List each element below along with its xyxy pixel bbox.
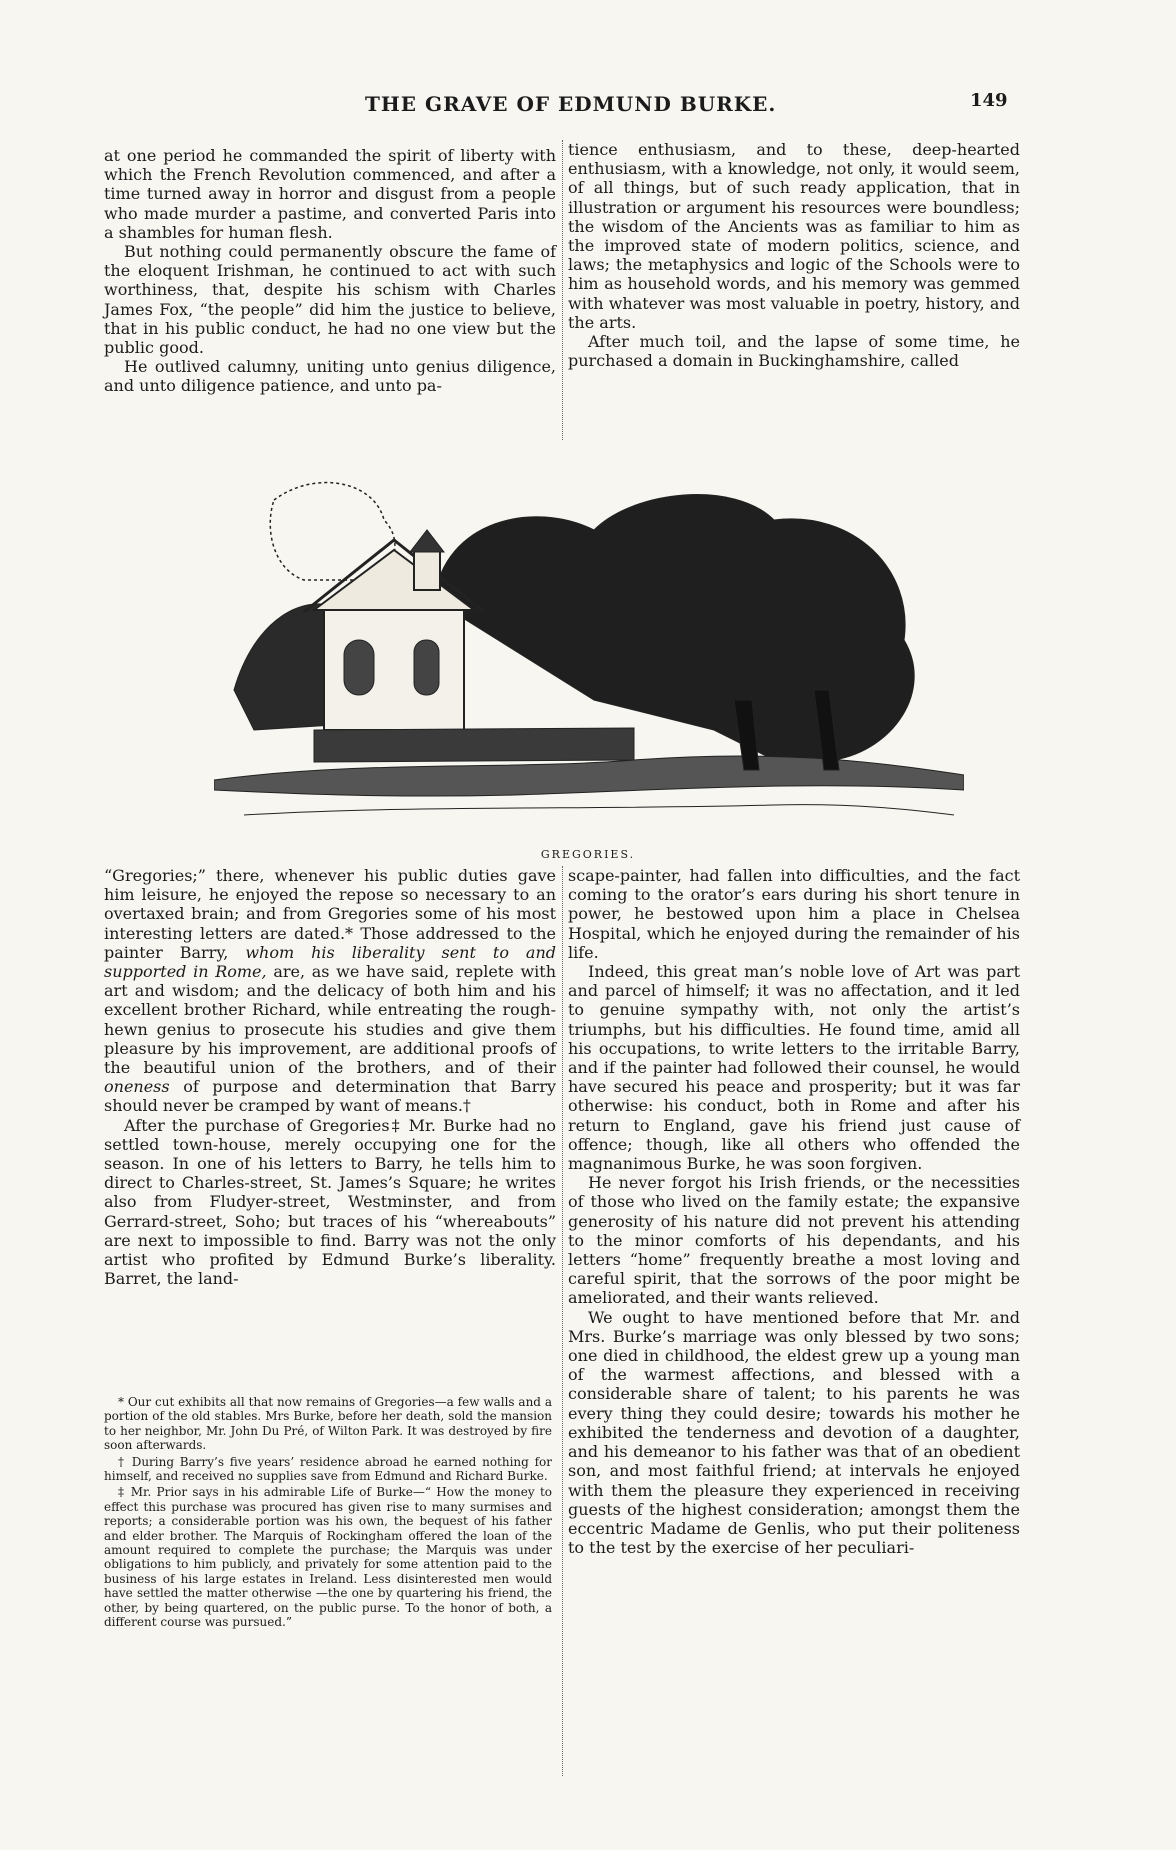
- column-divider: [562, 140, 563, 440]
- paragraph: tience enthusiasm, and to these, deep-hearted enthusiasm, with a knowledge, not only, it would seem, of all things, but of such ready application, that in illustration or argument his resources were boundless; the wisdom of the Ancients was as familiar to him as the improved state of modern politics, science, and laws; the metaphysics and logic of the Schools were to him as household words, and his memory was gemmed with whatever was most valuable in poetry, history, and the arts.: [568, 140, 1020, 332]
- paragraph: scape-painter, had fallen into difficulties, and the fact coming to the orator’s ears during his short tenure in power, he bestowed upon him a place in Chelsea Hospital, which he enjoyed during the remainder of his life.: [568, 866, 1020, 962]
- page-number: 149: [970, 90, 1008, 111]
- bottom-left-column: [104, 866, 556, 1288]
- gregories-engraving: [214, 460, 964, 850]
- italic-run: whom his liberality sent to and supported in Rome,: [104, 942, 557, 982]
- top-right-column: [568, 140, 1020, 370]
- paragraph: He never forgot his Irish friends, or the necessities of those who lived on the family estate; the expansive generosity of his nature did not prevent his attending to the minor comforts of his dependants, and his letters “home” frequently breathe a most loving and careful spirit, that the sorrows of the poor might be ameliorated, and their wants relieved.: [568, 1173, 1020, 1308]
- footnotes: [104, 1395, 552, 1632]
- paragraph: After much toil, and the lapse of some time, he purchased a domain in Buckinghamshire, called: [568, 332, 1020, 371]
- running-title: THE GRAVE OF EDMUND BURKE.: [365, 92, 777, 116]
- paragraph: at one period he commanded the spirit of liberty with which the French Revolution commenced, and after a time turned away in horror and disgust from a people who made murder a pastime, and converted Paris into a shambles for human flesh.: [104, 146, 556, 242]
- illustration-caption: GREGORIES.: [540, 848, 636, 861]
- paragraph: Indeed, this great man’s noble love of Art was part and parcel of himself; it was no affectation, and it led to genuine sympathy with, not only the artist’s triumphs, but his difficulties. He found time, amid all his occupations, to write letters to the irritable Barry, and if the painter had followed their counsel, he would have secured his peace and prosperity; but it was far otherwise: his conduct, both in Rome and after his return to England, gave his friend just cause of offence; though, like all others who offended the magnanimous Burke, he was soon forgiven.: [568, 962, 1020, 1174]
- paragraph: But nothing could permanently obscure the fame of the eloquent Irishman, he continued to act with such worthiness, that, despite his schism with Charles James Fox, “the people” did him the justice to believe, that in his public conduct, he had no one view but the public good.: [104, 242, 556, 358]
- text-run: of purpose and determination that Barry should never be cramped by want of means.†: [104, 1077, 557, 1116]
- bottom-right-column: [568, 866, 1020, 1557]
- column-divider: [562, 866, 563, 1776]
- top-left-column: [104, 146, 556, 396]
- text-run: “Gregories;” there, whenever his public duties gave him leisure, he enjoyed the repose so necessary to an overtaxed brain; and from Gregories some of his most interesting letters are dated.* Those addressed to the painter Barry,: [104, 866, 556, 962]
- footnote: ‡ Mr. Prior says in his admirable Life of Burke—“ How the money to effect this purchase was procured has given rise to many surmises and reports; a considerable portion was his own, the bequest of his father and elder brother. The Marquis of Rockingham offered the loan of the amount required to complete the purchase; the Marquis was under obligations to him publicly, and privately for some attention paid to the business of his large estates in Ireland. Less disinterested men would have settled the matter otherwise —the one by quartering his friend, the other, by being quartered, on the public purse. To the honor of both, a different course was pursued.”: [104, 1485, 552, 1630]
- running-header: [0, 92, 1176, 132]
- paragraph: We ought to have mentioned before that Mr. and Mrs. Burke’s marriage was only blessed by two sons; one died in childhood, the eldest grew up a young man of the warmest affections, and blessed with a considerable share of talent; to his parents he was every thing they could desire; towards his mother he exhibited the tenderness and devotion of a daughter, and his demeanor to his father was that of an obedient son, and most faithful friend; at intervals he enjoyed with them the pleasure they experienced in receiving guests of the highest consideration; amongst them the eccentric Madame de Genlis, who put their politeness to the test by the exercise of her peculiari-: [568, 1307, 1020, 1558]
- footnote: * Our cut exhibits all that now remains of Gregories—a few walls and a portion of the old stables. Mrs Burke, before her death, sold the mansion to her neighbor, Mr. John Du Pré, of Wilton Park. It was destroyed by fire soon afterwards.: [104, 1395, 552, 1453]
- paragraph: [104, 866, 556, 1116]
- text-run: are, as we have said, replete with art and wisdom; and the delicacy of both him and his excellent brother Richard, while entreating the rough-hewn genius to prosecute his studies and give them pleasure by his improvement, are additional proofs of the beautiful union of the brothers, and of their: [104, 962, 557, 1078]
- footnote: † During Barry’s five years’ residence abroad he earned nothing for himself, and received no supplies save from Edmund and Richard Burke.: [104, 1454, 552, 1484]
- paragraph: He outlived calumny, uniting unto genius diligence, and unto diligence patience, and unto pa-: [104, 357, 556, 396]
- paragraph: After the purchase of Gregories‡ Mr. Burke had no settled town-house, merely occupying one for the season. In one of his letters to Barry, he tells him to direct to Charles-street, St. James’s Square; he writes also from Fludyer-street, Westminster, and from Gerrard-street, Soho; but traces of his “whereabouts” are next to impossible to find. Barry was not the only artist who profited by Edmund Burke’s liberality. Barret, the land-: [104, 1115, 556, 1289]
- italic-run: oneness: [104, 1077, 170, 1097]
